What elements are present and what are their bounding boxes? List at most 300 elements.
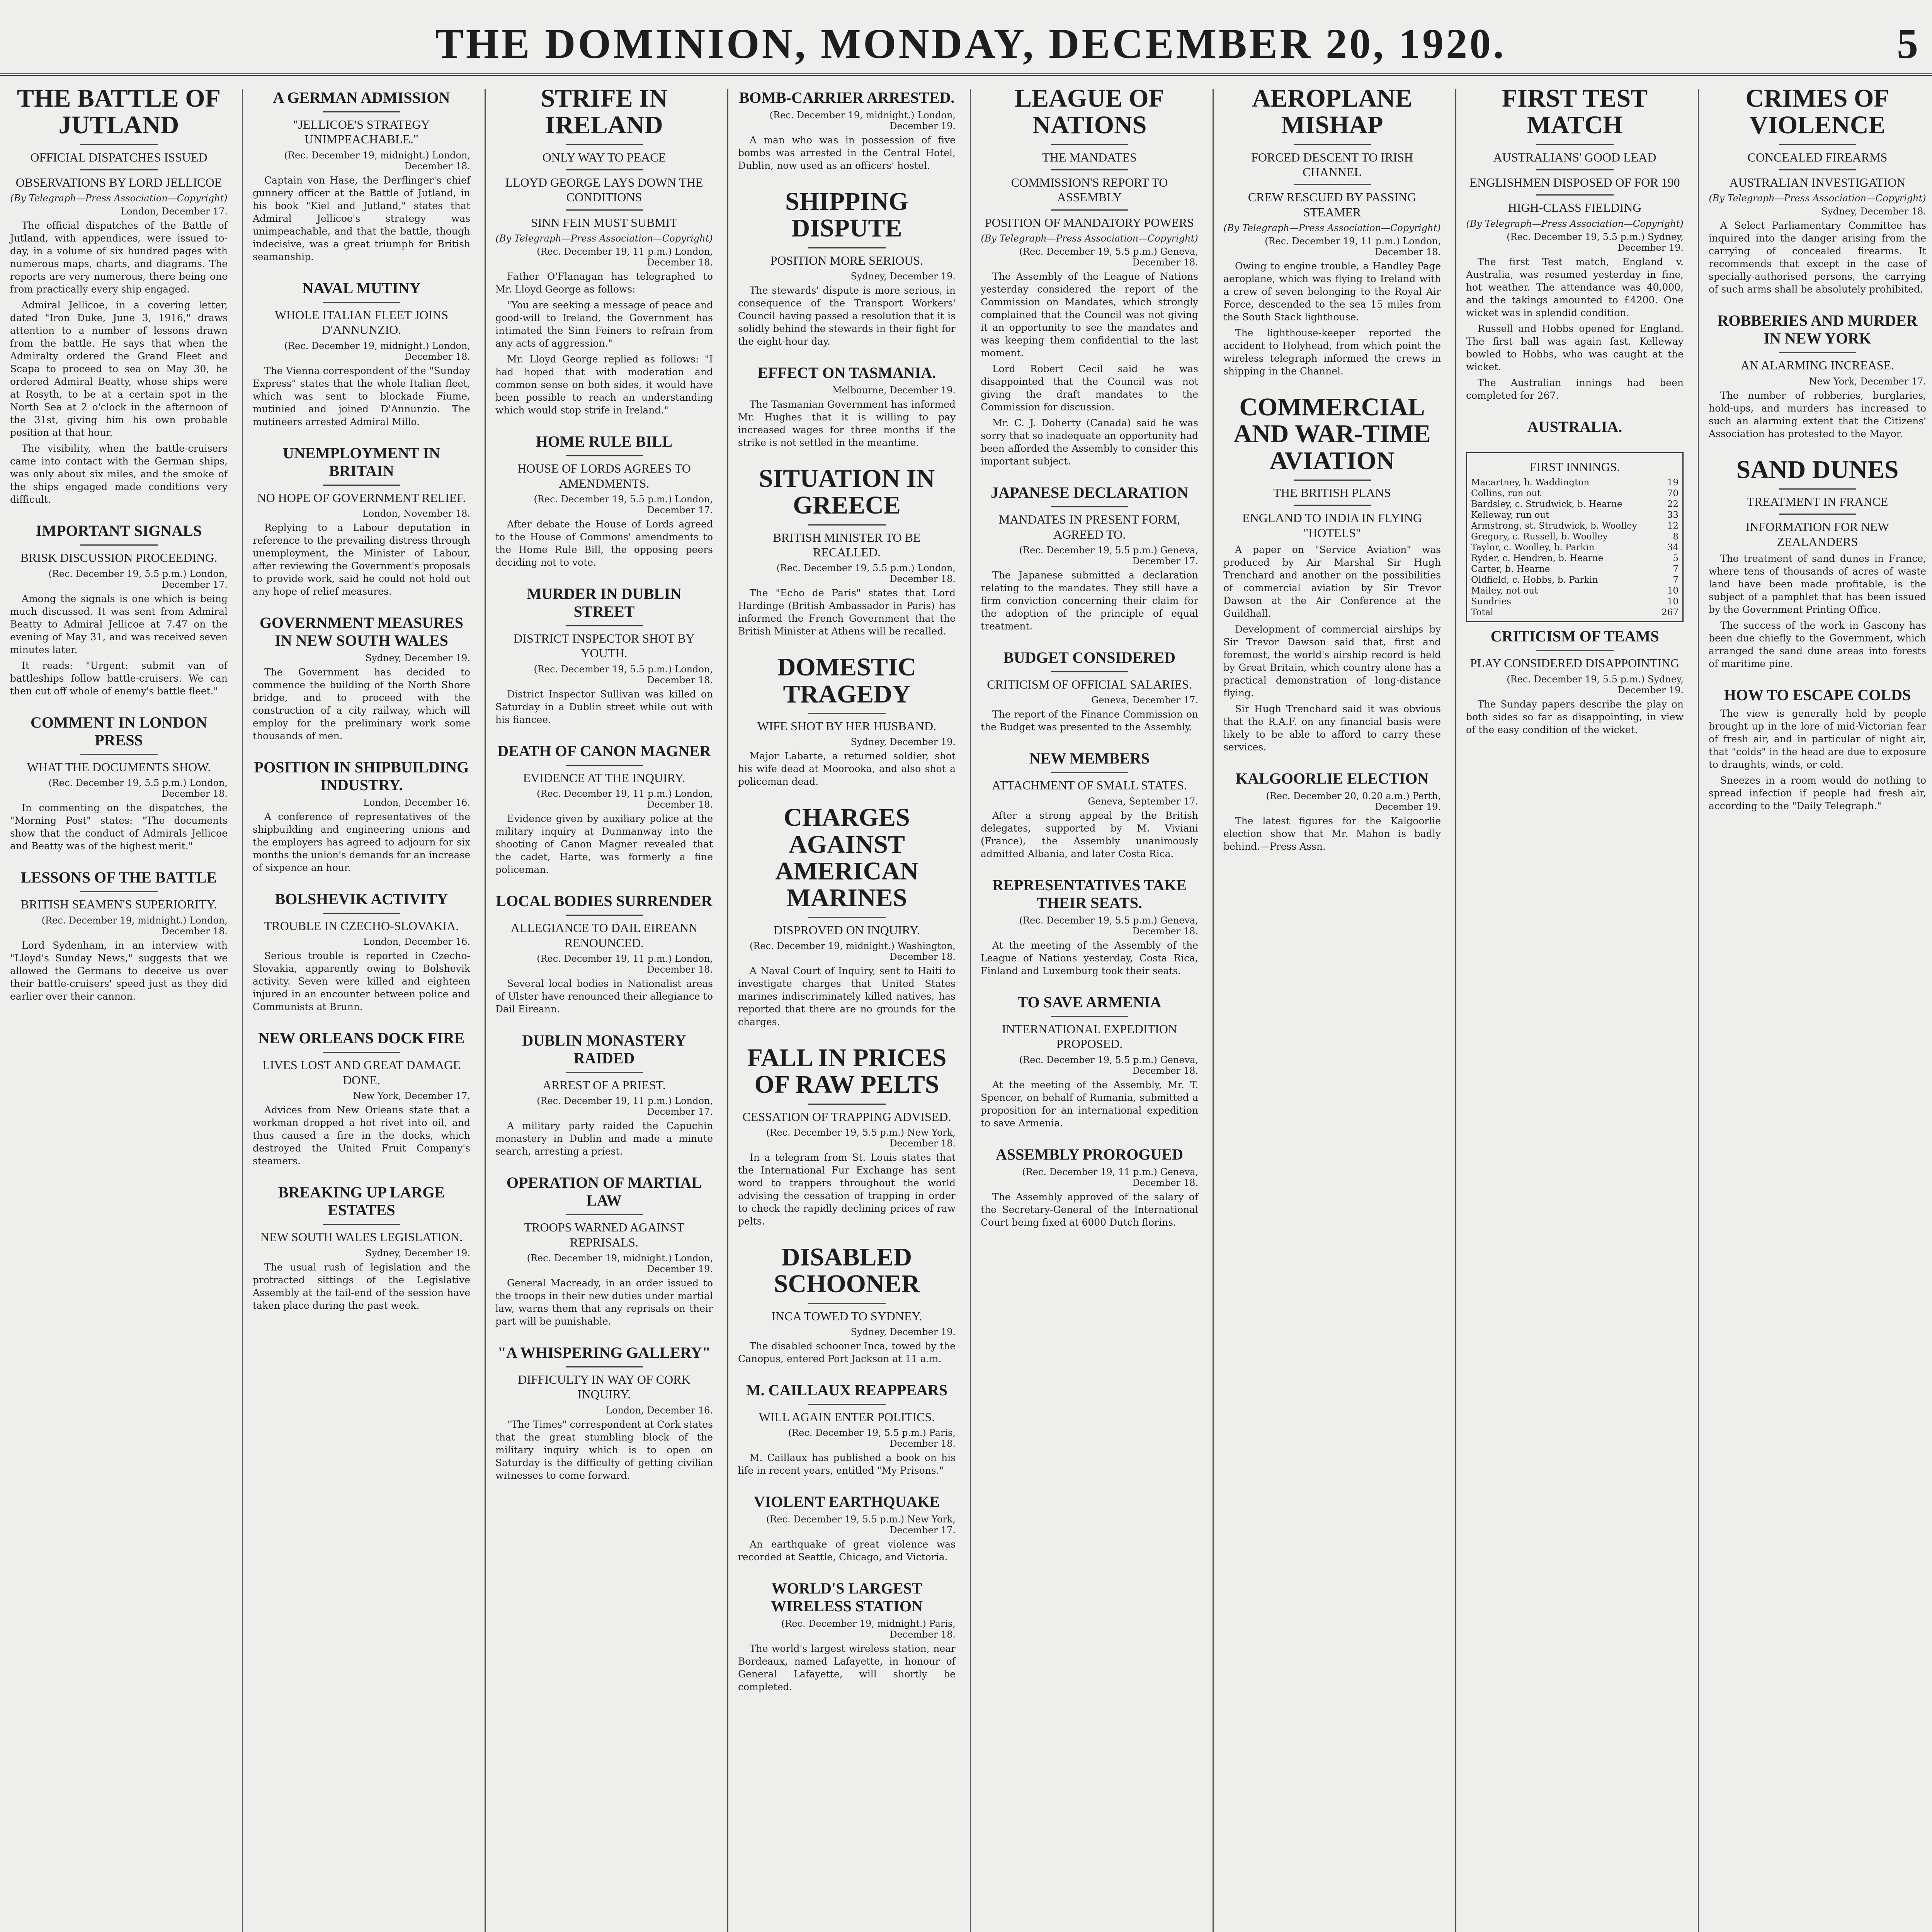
subheadline: MURDER IN DUBLIN STREET bbox=[527, 585, 682, 620]
subheadline: NEW SOUTH WALES LEGISLATION. bbox=[260, 1230, 463, 1244]
rule-divider bbox=[1051, 209, 1128, 211]
article-paragraph: Evidence given by auxiliary police at the military inquiry at Dunmanway into the shooting of Canon Magner revealed that the cadet, Harte, was formerly a fine policeman. bbox=[495, 813, 713, 876]
rule-divider bbox=[80, 144, 158, 145]
rule-divider bbox=[566, 1366, 643, 1367]
subheadline: GOVERNMENT MEASURES IN NEW SOUTH WALES bbox=[259, 614, 464, 649]
article-paragraph: The world's largest wireless station, near Bordeaux, named Lafayette, in honour of General Lafayette, will shortly be completed. bbox=[738, 1643, 956, 1693]
byline: (By Telegraph—Press Association—Copyright) bbox=[1709, 193, 1926, 204]
subheadline: VIOLENT EARTHQUAKE bbox=[753, 1493, 940, 1511]
article-paragraph: Several local bodies in Nationalist areas of Ulster have renounced their allegiance to Dail Eireann. bbox=[495, 978, 713, 1015]
dateline: Sydney, December 19. bbox=[365, 652, 470, 663]
rule-divider bbox=[1779, 144, 1856, 145]
article-paragraph: Mr. Lloyd George replied as follows: "I had hoped that with moderation and common sense on both sides, it would have been possible to reach an understanding which would stop strife in Ireland." bbox=[495, 354, 713, 416]
dateline: (Rec. December 19, 5.5 p.m.) New York, December 17. bbox=[766, 1514, 956, 1536]
article-paragraph: Major Labarte, a returned soldier, shot his wife dead at Moorooka, and also shot a policeman dead. bbox=[738, 750, 956, 787]
rule-divider bbox=[80, 891, 158, 892]
dateline: (Rec. December 19, midnight.) London, December 18. bbox=[284, 340, 470, 362]
subheadline: CONCEALED FIREARMS bbox=[1747, 150, 1888, 164]
subheadline: POSITION MORE SERIOUS. bbox=[770, 253, 923, 267]
dateline: (Rec. December 19, midnight.) London, December 19. bbox=[769, 110, 956, 131]
subheadline: THE BRITISH PLANS bbox=[1273, 486, 1391, 500]
subheadline: INTERNATIONAL EXPEDITION PROPOSED. bbox=[1002, 1022, 1177, 1051]
dateline: New York, December 17. bbox=[1809, 376, 1926, 387]
masthead-title: THE DOMINION, MONDAY, DECEMBER 20, 1920. bbox=[435, 20, 1506, 67]
subheadline: HIGH-CLASS FIELDING bbox=[1508, 201, 1642, 215]
subheadline: DEATH OF CANON MAGNER bbox=[497, 742, 711, 760]
rule-divider bbox=[808, 524, 886, 526]
story bbox=[10, 522, 228, 697]
article-paragraph: Serious trouble is reported in Czecho-Slovakia, apparently owing to Bolshevik activity. Seven were killed and eighteen injured in an encounter between police and Communists at Brunn. bbox=[253, 950, 470, 1013]
rule-divider bbox=[1051, 671, 1128, 672]
subheadline: OBSERVATIONS BY LORD JELLICOE bbox=[15, 175, 222, 189]
article-paragraph: "You are seeking a message of peace and good-will to Ireland, the Government has intimated the Sinn Feiners to refrain from any acts of aggression." bbox=[495, 299, 713, 349]
subheadline: OPERATION OF MARTIAL LAW bbox=[506, 1174, 702, 1209]
rule-divider bbox=[1294, 505, 1371, 506]
rule-divider bbox=[323, 913, 400, 914]
subheadline: KALGOORLIE ELECTION bbox=[1235, 770, 1429, 787]
dateline: London, December 17. bbox=[120, 206, 228, 217]
article-paragraph: Advices from New Orleans state that a workman dropped a hot rivet into oil, and thus caused a fire in the docks, which destroyed the United Fruit Company's steamers. bbox=[253, 1104, 470, 1167]
runs: 70 bbox=[1667, 488, 1679, 499]
dateline: London, November 18. bbox=[362, 508, 470, 519]
article-paragraph: The Tasmanian Government has informed Mr. Hughes that it is willing to pay increased wages for three months if the strike is not settled in the meantime. bbox=[738, 398, 956, 448]
rule-divider bbox=[808, 1104, 886, 1105]
runs: 33 bbox=[1667, 510, 1679, 520]
dateline: London, December 16. bbox=[605, 1405, 713, 1416]
article-paragraph: The treatment of sand dunes in France, where tens of thousands of acres of waste land have been made profitable, is the subject of a pamphlet that has been issued by the Government Printing Office. bbox=[1709, 553, 1926, 616]
dateline: London, December 16. bbox=[363, 936, 470, 947]
dateline: New York, December 17. bbox=[353, 1090, 470, 1102]
subheadline: ENGLISHMEN DISPOSED OF FOR 190 bbox=[1469, 175, 1680, 189]
subheadline: AUSTRALIAN INVESTIGATION bbox=[1729, 175, 1906, 189]
subheadline: A GERMAN ADMISSION bbox=[273, 89, 450, 106]
dateline: (Rec. December 19, 11 p.m.) London, December 18. bbox=[1265, 236, 1441, 258]
scorecard-row bbox=[1471, 531, 1679, 542]
story bbox=[253, 890, 470, 1013]
subheadline: AN ALARMING INCREASE. bbox=[1740, 358, 1895, 372]
subheadline: HOME RULE BILL bbox=[536, 433, 673, 451]
dateline: Geneva, December 17. bbox=[1091, 695, 1198, 706]
article-paragraph: The Government has decided to commence the building of the North Shore bridge, and to proceed with the construction of a city railway, which will employ for the preliminary work some thousands of men. bbox=[253, 666, 470, 742]
story bbox=[1709, 456, 1926, 670]
subheadline: WHAT THE DOCUMENTS SHOW. bbox=[27, 760, 211, 774]
article-paragraph: Captain von Hase, the Derflinger's chief gunnery officer at the Battle of Jutland, in his book "Kiel and Jutland," states that Admiral Jellicoe's strategy was unimpeachable, and that the battle, though indecisive, was a great triumph for British seamanship. bbox=[253, 174, 470, 262]
runs: 8 bbox=[1673, 532, 1679, 542]
subheadline: "A WHISPERING GALLERY" bbox=[497, 1344, 711, 1362]
column-3 bbox=[485, 85, 723, 1932]
story bbox=[495, 585, 713, 726]
rule-divider bbox=[80, 544, 158, 546]
dateline: (Rec. December 19, 5.5 p.m.) Sydney, December 19. bbox=[1507, 673, 1684, 696]
subheadline: BREAKING UP LARGE ESTATES bbox=[278, 1184, 445, 1219]
subheadline: ASSEMBLY PROROGUED bbox=[996, 1145, 1183, 1163]
story bbox=[738, 1580, 956, 1693]
story bbox=[495, 892, 713, 1015]
scorecard-title: FIRST INNINGS. bbox=[1529, 459, 1620, 474]
runs: 10 bbox=[1667, 597, 1679, 607]
headline: DISABLED SCHOONER bbox=[774, 1243, 920, 1298]
story bbox=[253, 89, 470, 263]
total-runs: 267 bbox=[1662, 607, 1679, 618]
article-paragraph: The Vienna correspondent of the "Sunday Express" states that the whole Italian fleet, which was sent to blockade Fiume, mutinied and joined D'Annunzio. The mutineers arrested Admiral Millo. bbox=[253, 365, 470, 427]
story bbox=[981, 1146, 1198, 1229]
subheadline: LOCAL BODIES SURRENDER bbox=[496, 892, 713, 910]
article-paragraph: Development of commercial airships by Sir Trevor Dawson said that, first and foremost, the world's airship record is held by Great Britain, which country alone has a practical demonstration of long-distance flying. bbox=[1223, 624, 1441, 699]
column-4 bbox=[728, 85, 966, 1932]
story bbox=[1466, 418, 1684, 436]
subheadline: CRITICISM OF TEAMS bbox=[1490, 628, 1659, 645]
subheadline: BOLSHEVIK ACTIVITY bbox=[275, 890, 448, 908]
subheadline: DUBLIN MONASTERY RAIDED bbox=[522, 1031, 686, 1067]
batsman: Gregory, c. Russell, b. Woolley bbox=[1471, 532, 1608, 542]
masthead bbox=[0, 15, 1932, 76]
byline: (By Telegraph—Press Association—Copyright) bbox=[1223, 223, 1441, 234]
article-paragraph: After a strong appeal by the British delegates, supported by M. Viviani (France), the Assembly unanimously admitted Albania, and later Costa Rica. bbox=[981, 810, 1198, 859]
subheadline: INFORMATION FOR NEW ZEALANDERS bbox=[1745, 520, 1889, 549]
article-paragraph: Lord Robert Cecil said he was disappointed that the Council was not giving the draft mandates to the Commission for discussion. bbox=[981, 363, 1198, 413]
subheadline: "JELLICOE'S STRATEGY UNIMPEACHABLE." bbox=[293, 117, 430, 146]
story bbox=[253, 1184, 470, 1311]
rule-divider bbox=[566, 915, 643, 916]
story bbox=[981, 649, 1198, 733]
subheadline: SINN FEIN MUST SUBMIT bbox=[531, 215, 677, 230]
dateline: (Rec. December 19, 5.5 p.m.) New York, December 18. bbox=[766, 1127, 956, 1149]
dateline: (Rec. December 19, 5.5 p.m.) Geneva, December 18. bbox=[1019, 1054, 1198, 1076]
subheadline: BOMB-CARRIER ARRESTED. bbox=[739, 89, 955, 106]
column-2 bbox=[243, 85, 480, 1932]
dateline: (Rec. December 19, 5.5 p.m.) London, December 18. bbox=[534, 663, 713, 685]
story bbox=[738, 804, 956, 1028]
subheadline: DISPROVED ON INQUIRY. bbox=[774, 923, 920, 937]
story bbox=[253, 1029, 470, 1167]
rule-divider bbox=[566, 625, 643, 626]
dateline: (Rec. December 19, 5.5 p.m.) Sydney, December 19. bbox=[1507, 231, 1684, 253]
story bbox=[495, 1344, 713, 1482]
subheadline: COMMENT IN LONDON PRESS bbox=[30, 713, 207, 749]
article-paragraph: Admiral Jellicoe, in a covering letter, dated "Iron Duke, June 3, 1916," draws attention to a number of lessons drawn from the battle. He says that when the Admiralty ordered the Grand Fleet and Scapa to proceed to sea on May 30, he ordered Admiral Beatty, whose ships were at Rosyth, to be at a certain spot in the North Sea at 2 o'clock in the afternoon of the 31st, giving him his own probable position at that hour. bbox=[10, 299, 228, 439]
article-paragraph: General Macready, in an order issued to the troops in their new duties under martial law, warns them that any reprisals on their part will be punishable. bbox=[495, 1277, 713, 1327]
subheadline: LIVES LOST AND GREAT DAMAGE DONE. bbox=[262, 1058, 461, 1087]
runs: 19 bbox=[1667, 478, 1679, 488]
runs: 5 bbox=[1673, 553, 1679, 564]
article-paragraph: The disabled schooner Inca, towed by the Canopus, entered Port Jackson at 11 a.m. bbox=[738, 1340, 956, 1364]
subheadline: NEW MEMBERS bbox=[1029, 750, 1150, 767]
scorecard-row bbox=[1471, 510, 1679, 520]
rule-divider bbox=[566, 144, 643, 145]
dateline: (Rec. December 19, 5.5 p.m.) London, December 17. bbox=[48, 568, 228, 590]
article-paragraph: The Assembly approved of the salary of the Secretary-General of the International Court being fixed at 6000 Dutch florins. bbox=[981, 1191, 1198, 1228]
subheadline: JAPANESE DECLARATION bbox=[991, 484, 1188, 502]
article-paragraph: A conference of representatives of the shipbuilding and engineering unions and the employers has agreed to adjourn for six months the union's demands for an increase of sixpence an hour. bbox=[253, 811, 470, 873]
runs: 12 bbox=[1667, 521, 1679, 531]
subheadline: CESSATION OF TRAPPING ADVISED. bbox=[742, 1109, 951, 1124]
subheadline: COMMISSION'S REPORT TO ASSEMBLY bbox=[1011, 175, 1168, 204]
article-paragraph: The stewards' dispute is more serious, in consequence of the Transport Workers' Council having passed a resolution that it is solidly behind the stewards in their fight for the eight-hour day. bbox=[738, 284, 956, 347]
story bbox=[1223, 394, 1441, 753]
headline: THE BATTLE OF JUTLAND bbox=[17, 85, 221, 139]
column-8 bbox=[1699, 85, 1932, 1932]
subheadline: INCA TOWED TO SYDNEY. bbox=[771, 1309, 922, 1323]
article-paragraph: At the meeting of the Assembly, Mr. T. Spencer, on behalf of Rumania, submitted a proposition for an international expedition to save Armenia. bbox=[981, 1079, 1198, 1129]
subheadline: ENGLAND TO INDIA IN FLYING "HOTELS" bbox=[1242, 511, 1422, 540]
article-paragraph: Sneezes in a room would do nothing to spread infection if people had fresh air, according to the "Daily Telegraph." bbox=[1709, 775, 1926, 812]
headline: FALL IN PRICES OF RAW PELTS bbox=[747, 1043, 947, 1099]
page-number: 5 bbox=[1897, 20, 1918, 67]
article-paragraph: Sir Hugh Trenchard said it was obvious that the R.A.F. on any financial basis were likely to be able to afford to carry these services. bbox=[1223, 703, 1441, 753]
story bbox=[738, 1044, 956, 1228]
rule-divider bbox=[323, 111, 400, 112]
headline: SHIPPING DISPUTE bbox=[785, 187, 909, 243]
subheadline: BUDGET CONSIDERED bbox=[1003, 648, 1175, 666]
story bbox=[738, 364, 956, 449]
column-rule bbox=[1698, 89, 1699, 1932]
rule-divider bbox=[808, 1404, 886, 1405]
scorecard-table bbox=[1471, 477, 1679, 618]
article-paragraph: The Sunday papers describe the play on both sides so far as disappointing, in view of the easy condition of the wicket. bbox=[1466, 698, 1684, 735]
byline: (By Telegraph—Press Association—Copyright) bbox=[981, 233, 1198, 244]
batsman: Macartney, b. Waddington bbox=[1471, 478, 1590, 488]
column-rule bbox=[727, 89, 728, 1932]
dateline: (Rec. December 19, midnight.) London, December 18. bbox=[284, 150, 470, 172]
rule-divider bbox=[566, 765, 643, 766]
batsman: Armstrong, st. Strudwick, b. Woolley bbox=[1471, 521, 1637, 531]
scorecard-row bbox=[1471, 575, 1679, 585]
rule-divider bbox=[80, 754, 158, 755]
rule-divider bbox=[566, 455, 643, 456]
subheadline: AUSTRALIANS' GOOD LEAD bbox=[1493, 150, 1656, 164]
rule-divider bbox=[1051, 506, 1128, 507]
story bbox=[738, 1244, 956, 1365]
article-paragraph: The Australian innings had been completed for 267. bbox=[1466, 377, 1684, 401]
batsman: Collins, run out bbox=[1471, 488, 1541, 499]
batsman: Carter, b. Hearne bbox=[1471, 564, 1550, 575]
article-paragraph: In commenting on the dispatches, the "Morning Post" states: "The documents show that the conduct of Admirals Jellicoe and Beatty was of the highest merit." bbox=[10, 802, 228, 852]
article-paragraph: The "Echo de Paris" states that Lord Hardinge (British Ambassador in Paris) has informed the French Government that the British Minister at Athens will be recalled. bbox=[738, 587, 956, 637]
article-paragraph: A Select Parliamentary Committee has inquired into the danger arising from the carrying of concealed firearms. It recommends that except in the case of specially-authorised persons, the carrying of such arms shall be absolutely prohibited. bbox=[1709, 220, 1926, 295]
dateline: (Rec. December 19, 5.5 p.m.) London, December 18. bbox=[48, 777, 228, 799]
batsman: Bardsley, c. Strudwick, b. Hearne bbox=[1471, 499, 1622, 510]
subheadline: TREATMENT IN FRANCE bbox=[1747, 495, 1888, 509]
article-paragraph: Replying to a Labour deputation in reference to the prevailing distress through unemployment, the Minister of Labour, after reviewing the Government's proposals to provide work, said he could not hold out any hope of relief measures. bbox=[253, 522, 470, 597]
dateline: (Rec. December 19, 5.5 p.m.) Geneva, December 17. bbox=[1019, 544, 1198, 566]
subheadline: POSITION IN SHIPBUILDING INDUSTRY. bbox=[254, 758, 469, 794]
subheadline: DIFFICULTY IN WAY OF CORK INQUIRY. bbox=[518, 1372, 690, 1401]
story bbox=[253, 759, 470, 874]
subheadline: M. CAILLAUX REAPPEARS bbox=[746, 1381, 948, 1399]
subheadline: HOUSE OF LORDS AGREES TO AMENDMENTS. bbox=[517, 461, 691, 490]
rule-divider bbox=[566, 169, 643, 170]
scorecard-row bbox=[1471, 520, 1679, 531]
column-1 bbox=[0, 85, 238, 1932]
scorecard-row bbox=[1471, 542, 1679, 553]
headline: LEAGUE OF NATIONS bbox=[1015, 85, 1164, 139]
rule-divider bbox=[1294, 144, 1371, 145]
rule-divider bbox=[323, 1052, 400, 1053]
article-paragraph: The latest figures for the Kalgoorlie election show that Mr. Mahon is badly behind.—Press Assn. bbox=[1223, 815, 1441, 852]
column-rule bbox=[242, 89, 243, 1932]
story bbox=[253, 279, 470, 428]
article-paragraph: The visibility, when the battle-cruisers came into contact with the German ships, was only about six miles, and the smoke of the ships engaged made conditions very difficult. bbox=[10, 443, 228, 505]
article-paragraph: The first Test match, England v. Australia, was resumed yesterday in fine, hot weather. The attendance was 40,000, and the takings amounted to £4200. One wicket was in splendid condition. bbox=[1466, 256, 1684, 318]
dateline: Melbourne, December 19. bbox=[832, 384, 956, 396]
story bbox=[738, 1381, 956, 1477]
subheadline: TROUBLE IN CZECHO-SLOVAKIA. bbox=[264, 918, 459, 933]
subheadline: BRITISH SEAMEN'S SUPERIORITY. bbox=[20, 897, 217, 912]
article-paragraph: The Assembly of the League of Nations yesterday considered the report of the Commission on Mandates, which strongly complained that the Council was not giving it an opportunity to see the mandates and was keeping them confidential to the last moment. bbox=[981, 271, 1198, 359]
story bbox=[981, 993, 1198, 1129]
dateline: (Rec. December 19, 11 p.m.) London, December 18. bbox=[537, 246, 713, 268]
rule-divider bbox=[1051, 144, 1128, 145]
column-rule bbox=[970, 89, 971, 1932]
article-paragraph: At the meeting of the Assembly of the League of Nations yesterday, Costa Rica, Finland and Luxemburg took their seats. bbox=[981, 939, 1198, 976]
story bbox=[981, 484, 1198, 633]
subheadline: ONLY WAY TO PEACE bbox=[542, 150, 666, 164]
headline: DOMESTIC TRAGEDY bbox=[777, 653, 917, 708]
subheadline: BRISK DISCUSSION PROCEEDING. bbox=[20, 551, 218, 565]
rule-divider bbox=[80, 169, 158, 170]
scorecard-row bbox=[1471, 564, 1679, 575]
dateline: (Rec. December 19, midnight.) London, December 19. bbox=[527, 1253, 713, 1275]
runs: 22 bbox=[1667, 499, 1679, 510]
article-paragraph: Among the signals is one which is being much discussed. It was sent from Admiral Beatty to Admiral Jellicoe at 7.47 on the evening of May 31, and was received seven minutes later. bbox=[10, 593, 228, 655]
article-paragraph: A military party raided the Capuchin monastery in Dublin and made a minute search, arresting a priest. bbox=[495, 1120, 713, 1157]
dateline: Sydney, December 19. bbox=[365, 1247, 470, 1259]
subheadline: REPRESENTATIVES TAKE THEIR SEATS. bbox=[992, 876, 1187, 912]
subheadline: ARREST OF A PRIEST. bbox=[543, 1078, 666, 1092]
subheadline: WILL AGAIN ENTER POLITICS. bbox=[759, 1410, 935, 1424]
column-7 bbox=[1456, 85, 1694, 1932]
story bbox=[495, 433, 713, 569]
story bbox=[495, 1174, 713, 1328]
article-paragraph: It reads: "Urgent: submit van of battleships follow battle-cruisers. We can then cut off whole of enemy's battle fleet." bbox=[10, 660, 228, 697]
column-rule bbox=[485, 89, 486, 1932]
article-paragraph: A man who was in possession of five bombs was arrested in the Central Hotel, Dublin, now used as an officers' hostel. bbox=[738, 134, 956, 171]
scorecard bbox=[1466, 452, 1684, 622]
rule-divider bbox=[1294, 184, 1371, 185]
headline: FIRST TEST MATCH bbox=[1502, 85, 1648, 139]
subheadline: DISTRICT INSPECTOR SHOT BY YOUTH. bbox=[514, 631, 695, 660]
article-paragraph: The view is generally held by people brought up in the lore of mid-Victorian fear of fresh air, and in particular of night air, that "colds" in the head are due to exposure to draughts, winds, or cold. bbox=[1709, 708, 1926, 770]
subheadline: THE MANDATES bbox=[1042, 150, 1137, 164]
rule-divider bbox=[1051, 169, 1128, 170]
subheadline: WIFE SHOT BY HER HUSBAND. bbox=[757, 719, 937, 733]
article-paragraph: The Japanese submitted a declaration relating to the mandates. They still have a firm conviction concerning their claim for the adoption of the principle of equal treatment. bbox=[981, 569, 1198, 632]
story bbox=[738, 89, 956, 172]
article-paragraph: A Naval Court of Inquiry, sent to Haiti to investigate charges that United States marines indiscriminately killed natives, has reported that there are no grounds for the charges. bbox=[738, 965, 956, 1027]
column-rule bbox=[1455, 89, 1456, 1932]
subheadline: OFFICIAL DISPATCHES ISSUED bbox=[30, 150, 207, 164]
article-paragraph: The official dispatches of the Battle of Jutland, with appendices, were issued to-day, in a volume of six hundred pages with numerous maps, charts, and diagrams. The reports are very numerous, there being one from practically every ship engaged. bbox=[10, 220, 228, 295]
subheadline: IMPORTANT SIGNALS bbox=[36, 522, 202, 540]
story bbox=[1709, 312, 1926, 440]
subheadline: ATTACHMENT OF SMALL STATES. bbox=[992, 778, 1187, 793]
dateline: Sydney, December 19. bbox=[850, 736, 956, 748]
rule-divider bbox=[1051, 772, 1128, 773]
subheadline: HOW TO ESCAPE COLDS bbox=[1724, 686, 1911, 704]
subheadline: WORLD'S LARGEST WIRELESS STATION bbox=[770, 1580, 923, 1615]
rule-divider bbox=[566, 1214, 643, 1215]
batsman: Ryder, c. Hendren, b. Hearne bbox=[1471, 553, 1604, 564]
story bbox=[738, 654, 956, 788]
article-paragraph: "The Times" correspondent at Cork states that the great stumbling block of the military inquiry which is to open on Saturday is the difficulty of getting civilian witnesses to come forward. bbox=[495, 1418, 713, 1481]
story bbox=[738, 188, 956, 348]
scorecard-row bbox=[1471, 488, 1679, 499]
subheadline: LESSONS OF THE BATTLE bbox=[20, 869, 217, 886]
batsman: Taylor, c. Woolley, b. Parkin bbox=[1471, 543, 1595, 553]
scorecard-row bbox=[1471, 585, 1679, 596]
dateline: (Rec. December 19, 11 p.m.) London, December 18. bbox=[537, 953, 713, 975]
runs: 7 bbox=[1673, 564, 1679, 575]
dateline: Sydney, December 18. bbox=[1821, 206, 1926, 217]
subheadline: WHOLE ITALIAN FLEET JOINS D'ANNUNZIO. bbox=[274, 308, 449, 337]
dateline: (Rec. December 19, 5.5 p.m.) Geneva, December 18. bbox=[1019, 915, 1198, 937]
subheadline: PLAY CONSIDERED DISAPPOINTING bbox=[1470, 656, 1680, 670]
headline: SITUATION IN GREECE bbox=[759, 464, 935, 520]
article-paragraph: M. Caillaux has published a book on his life in recent years, entitled "My Prisons." bbox=[738, 1452, 956, 1476]
subheadline: NEW ORLEANS DOCK FIRE bbox=[258, 1029, 465, 1047]
article-paragraph: The lighthouse-keeper reported the accident to Holyhead, from which point the wireless telegraph informed the crews in shipping in the Channel. bbox=[1223, 327, 1441, 377]
runs: 34 bbox=[1667, 543, 1679, 553]
article-paragraph: Mr. C. J. Doherty (Canada) said he was sorry that so inadequate an opportunity had been afforded the Assembly to consider this important subject. bbox=[981, 417, 1198, 467]
headline: AEROPLANE MISHAP bbox=[1252, 85, 1412, 139]
subheadline: NAVAL MUTINY bbox=[302, 279, 421, 297]
scorecard-row bbox=[1471, 499, 1679, 510]
article-paragraph: After debate the House of Lords agreed to the House of Commons' amendments to the Home Rule Bill, the opposing peers deciding not to vote. bbox=[495, 518, 713, 568]
story bbox=[495, 742, 713, 876]
subheadline: ALLEGIANCE TO DAIL EIREANN RENOUNCED. bbox=[510, 921, 698, 950]
article-paragraph: The number of robberies, burglaries, hold-ups, and murders has increased to such an alarming extent that the Citizens' Association has protested to the Mayor. bbox=[1709, 389, 1926, 439]
story bbox=[253, 444, 470, 598]
rule-divider bbox=[323, 485, 400, 486]
scorecard-row bbox=[1471, 553, 1679, 564]
story bbox=[1709, 686, 1926, 812]
column-6 bbox=[1213, 85, 1451, 1932]
headline: STRIFE IN IRELAND bbox=[541, 85, 668, 139]
scorecard-row bbox=[1471, 477, 1679, 488]
rule-divider bbox=[566, 209, 643, 211]
article-paragraph: Russell and Hobbs opened for England. The first ball was again fast. Kelleway bowled to Hobbs, who was caught at the wicket. bbox=[1466, 323, 1684, 372]
article-paragraph: The usual rush of legislation and the protracted sittings of the Legislative Assembly at the tail-end of the session have taken place during the past week. bbox=[253, 1261, 470, 1311]
total-label: Total bbox=[1471, 607, 1493, 618]
article-paragraph: The success of the work in Gascony has been due chiefly to the Government, which arranged the sand dune areas into forests of maritime pine. bbox=[1709, 620, 1926, 670]
dateline: Sydney, December 19. bbox=[850, 270, 956, 282]
story bbox=[1223, 770, 1441, 853]
dateline: (Rec. December 19, 5.5 p.m.) London, December 17. bbox=[534, 493, 713, 515]
story bbox=[10, 85, 228, 506]
byline: (By Telegraph—Press Association—Copyright) bbox=[10, 193, 228, 204]
subheadline: ROBBERIES AND MURDER IN NEW YORK bbox=[1717, 312, 1918, 347]
runs: 10 bbox=[1667, 586, 1679, 596]
rule-divider bbox=[323, 302, 400, 303]
rule-divider bbox=[808, 247, 886, 248]
story bbox=[10, 714, 228, 852]
batsman: Kelleway, run out bbox=[1471, 510, 1549, 520]
article-paragraph: Father O'Flanagan has telegraphed to Mr. Lloyd George as follows: bbox=[495, 271, 713, 295]
rule-divider bbox=[1779, 514, 1856, 515]
rule-divider bbox=[1536, 144, 1614, 145]
dateline: (Rec. December 19, 11 p.m.) Geneva, December 18. bbox=[1022, 1166, 1198, 1188]
subheadline: TROOPS WARNED AGAINST REPRISALS. bbox=[524, 1220, 684, 1249]
byline: (By Telegraph—Press Association—Copyright) bbox=[495, 233, 713, 244]
headline: COMMERCIAL AND WAR-TIME AVIATION bbox=[1233, 393, 1431, 475]
rule-divider bbox=[808, 1303, 886, 1304]
dateline: London, December 16. bbox=[363, 797, 470, 808]
article-paragraph: A paper on "Service Aviation" was produced by Air Marshal Sir Hugh Trenchard and another on the possibilities of commercial aviation by Sir Trevor Dawson at the Air Conference at the Guildhall. bbox=[1223, 544, 1441, 619]
story bbox=[495, 85, 713, 417]
rule-divider bbox=[1536, 169, 1614, 170]
dateline: (Rec. December 20, 0.20 a.m.) Perth, December 19. bbox=[1266, 791, 1441, 813]
subheadline: BRITISH MINISTER TO BE RECALLED. bbox=[773, 530, 921, 559]
